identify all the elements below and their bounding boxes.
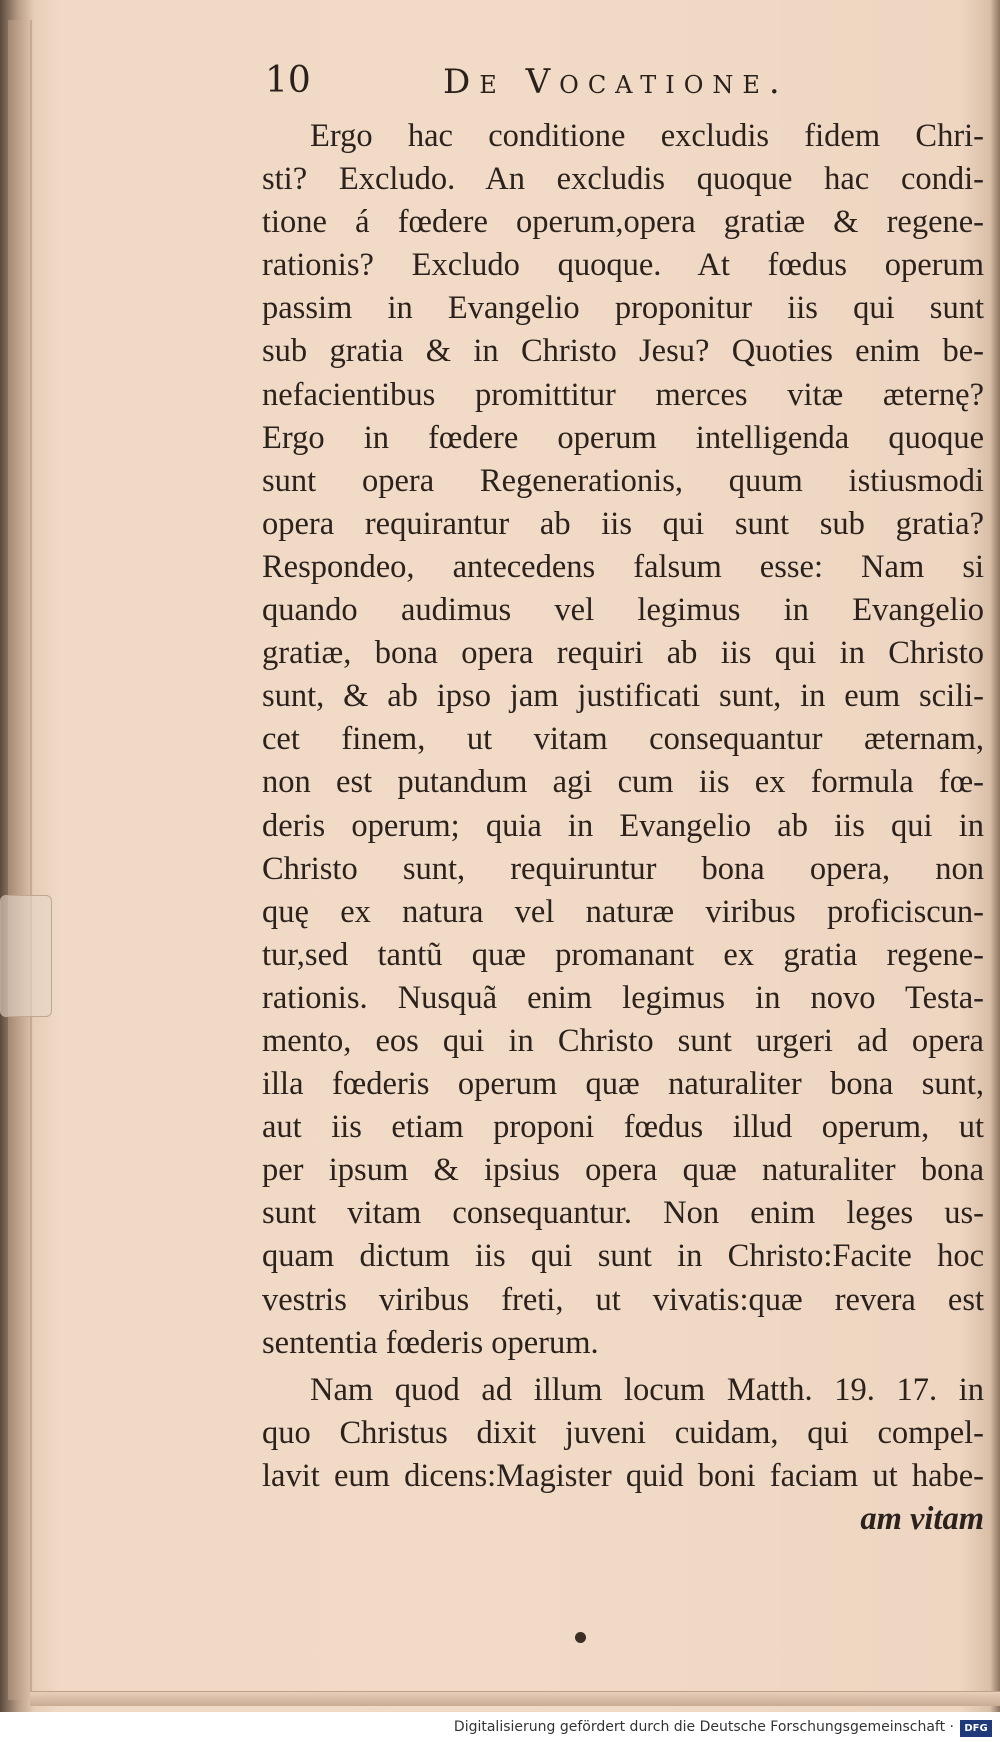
footer-credit: Digitalisierung gefördert durch die Deutsche Forschungsgemeinschaft · bbox=[453, 1719, 954, 1735]
text-line: quando audimus vel legimus in Evangelio bbox=[262, 592, 984, 629]
digitization-footer bbox=[0, 1712, 1000, 1742]
text-line: rationis? Excludo quoque. At fœdus operum bbox=[262, 247, 984, 284]
left-page-edge bbox=[8, 20, 32, 1700]
text-line: Nam quod ad illum locum Matth. 19. 17. in bbox=[310, 1371, 984, 1408]
text-line: per ipsum & ipsius opera quæ naturaliter bona bbox=[262, 1152, 984, 1189]
text-line: sunt vitam consequantur. Non enim leges us- bbox=[262, 1195, 984, 1232]
text-line: non est putandum agi cum iis ex formula fœ- bbox=[262, 764, 984, 801]
text-line: sententia fœderis operum. bbox=[262, 1324, 599, 1361]
page-number: 10 bbox=[265, 60, 311, 101]
text-line: sti? Excludo. An excludis quoque hac condi- bbox=[262, 161, 984, 198]
body-text bbox=[262, 115, 984, 1541]
text-line: Christo sunt, requiruntur bona opera, non bbox=[262, 850, 984, 887]
text-line: Ergo in fœdere operum intelligenda quoque bbox=[262, 419, 984, 456]
ink-dot bbox=[575, 1632, 586, 1643]
text-line: sunt opera Regenerationis, quum istiusmodi bbox=[262, 462, 984, 499]
text-line: deris operum; quia in Evangelio ab iis qui in bbox=[262, 807, 984, 844]
catchword: am vitam bbox=[860, 1501, 984, 1537]
bottom-page-edge bbox=[30, 1691, 1000, 1706]
text-line: Ergo hac conditione excludis fidem Chri- bbox=[310, 118, 984, 154]
text-line: quam dictum iis qui sunt in Christo:Facite hoc bbox=[262, 1238, 984, 1275]
text-line: quo Christus dixit juveni cuidam, qui compel- bbox=[262, 1414, 984, 1451]
text-line: opera requirantur ab iis qui sunt sub gratia? bbox=[262, 505, 984, 542]
dfg-logo-icon: DFG bbox=[960, 1720, 992, 1737]
text-line: tur,sed tantũ quæ promanant ex gratia regene- bbox=[262, 936, 984, 973]
text-line: quę ex natura vel naturæ viribus proficiscun- bbox=[262, 893, 984, 930]
text-line: sub gratia & in Christo Jesu? Quoties enim be- bbox=[262, 333, 984, 370]
text-line: illa fœderis operum quæ naturaliter bona sunt, bbox=[262, 1066, 984, 1103]
text-line: Respondeo, antecedens falsum esse: Nam si bbox=[262, 548, 984, 585]
text-line: aut iis etiam proponi fœdus illud operum, ut bbox=[262, 1109, 984, 1146]
text-line: gratiæ, bona opera requiri ab iis qui in Christo bbox=[262, 635, 984, 672]
text-line: tione á fœdere operum,opera gratiæ & regene- bbox=[262, 204, 984, 241]
text-line: nefacientibus promittitur merces vitæ æternę? bbox=[262, 376, 984, 413]
text-line: cet finem, ut vitam consequantur æternam, bbox=[262, 721, 984, 758]
text-line: rationis. Nusquã enim legimus in novo Testa- bbox=[262, 979, 984, 1016]
running-title: De Vocatione. bbox=[443, 62, 789, 102]
page-clip bbox=[0, 895, 52, 1017]
text-line: lavit eum dicens:Magister quid boni faciam ut habe- bbox=[262, 1457, 984, 1494]
text-line: passim in Evangelio proponitur iis qui sunt bbox=[262, 290, 984, 327]
text-line: vestris viribus freti, ut vivatis:quæ revera est bbox=[262, 1281, 984, 1318]
text-line: sunt, & ab ipso jam justificati sunt, in eum scili- bbox=[262, 678, 984, 715]
text-line: mento, eos qui in Christo sunt urgeri ad opera bbox=[262, 1022, 984, 1059]
